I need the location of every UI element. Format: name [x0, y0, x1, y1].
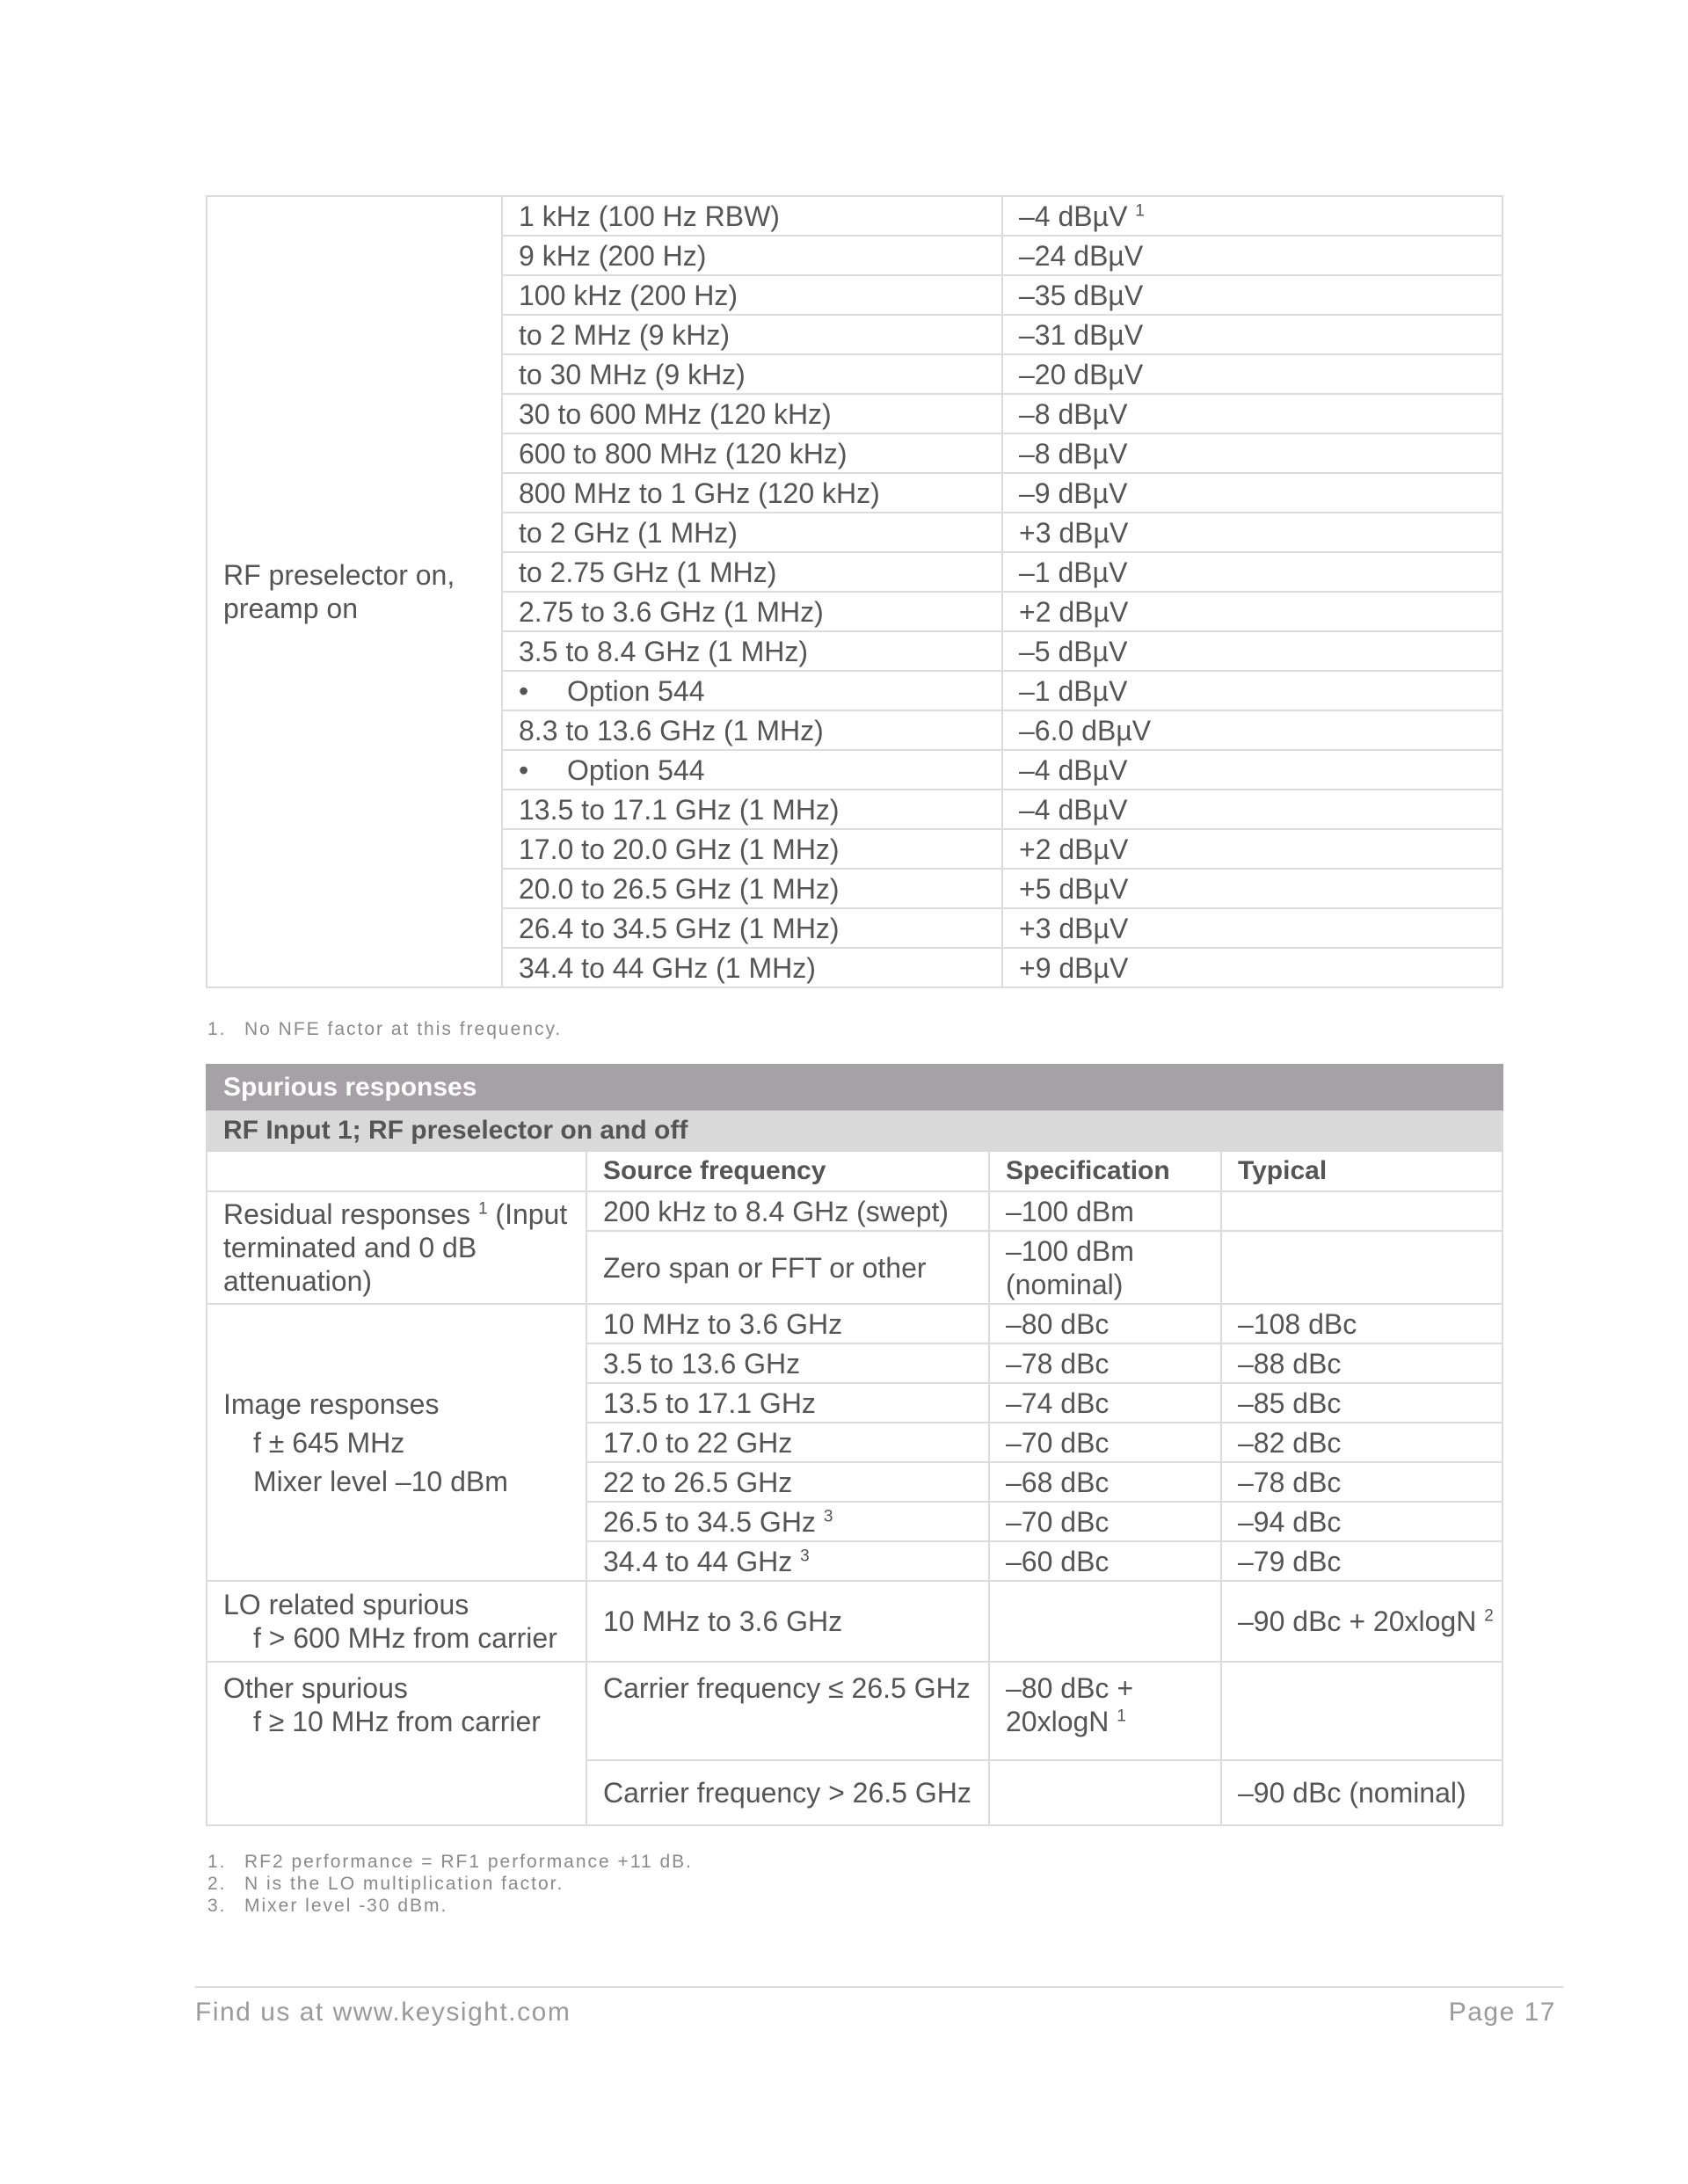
- table-cell: Zero span or FFT or other: [586, 1231, 989, 1304]
- value-cell: –31 dBµV: [1002, 315, 1502, 354]
- footnotes-sensitivity: [207, 1018, 562, 1040]
- table-cell: –90 dBc + 20xlogN $^2$: [1221, 1581, 1502, 1662]
- residual-responses-label: Residual responses $^1$ (Input terminated and 0 dB attenuation): [207, 1191, 586, 1304]
- table-cell: –80 dBc + 20xlogN $^1$: [989, 1662, 1221, 1760]
- table-cell: –85 dBc: [1221, 1383, 1502, 1423]
- table-cell: –79 dBc: [1221, 1541, 1502, 1581]
- frequency-cell: 800 MHz to 1 GHz (120 kHz): [502, 473, 1002, 513]
- frequency-cell: 34.4 to 44 GHz (1 MHz): [502, 948, 1002, 987]
- value-cell: –20 dBµV: [1002, 354, 1502, 394]
- frequency-cell: 100 kHz (200 Hz): [502, 275, 1002, 315]
- frequency-cell: to 2 GHz (1 MHz): [502, 513, 1002, 552]
- table-cell: –60 dBc: [989, 1541, 1221, 1581]
- table-cell: –70 dBc: [989, 1502, 1221, 1541]
- table-cell: –78 dBc: [989, 1343, 1221, 1383]
- frequency-cell: 3.5 to 8.4 GHz (1 MHz): [502, 631, 1002, 671]
- table-cell: –80 dBc: [989, 1304, 1221, 1343]
- table-cell: 10 MHz to 3.6 GHz: [586, 1304, 989, 1343]
- section-title: Spurious responses: [207, 1065, 1502, 1110]
- table-row: [207, 1304, 1502, 1343]
- table-cell: –94 dBc: [1221, 1502, 1502, 1541]
- table-cell: 26.5 to 34.5 GHz $^3$: [586, 1502, 989, 1541]
- frequency-cell: 8.3 to 13.6 GHz (1 MHz): [502, 710, 1002, 750]
- table-cell: 17.0 to 22 GHz: [586, 1423, 989, 1462]
- footnotes-spurious: [207, 1851, 693, 1917]
- table-cell: –68 dBc: [989, 1462, 1221, 1502]
- frequency-cell: 30 to 600 MHz (120 kHz): [502, 394, 1002, 433]
- value-cell: –35 dBµV: [1002, 275, 1502, 315]
- table-cell: 10 MHz to 3.6 GHz: [586, 1581, 989, 1662]
- footnote: 1. No NFE factor at this frequency.: [207, 1019, 563, 1039]
- footnote: 2. N is the LO multiplication factor.: [207, 1874, 564, 1894]
- frequency-cell: 9 kHz (200 Hz): [502, 236, 1002, 275]
- subsection-title: RF Input 1; RF preselector on and off: [207, 1110, 1502, 1151]
- header-typical: Typical: [1221, 1151, 1502, 1191]
- frequency-cell: 2.75 to 3.6 GHz (1 MHz): [502, 592, 1002, 631]
- lo-related-label: LO related spurious f > 600 MHz from carrier: [207, 1581, 586, 1662]
- value-cell: –4 dBµV $^1$: [1002, 196, 1502, 236]
- table-cell: 22 to 26.5 GHz: [586, 1462, 989, 1502]
- table-cell: –100 dBm (nominal): [989, 1231, 1221, 1304]
- table-cell: 13.5 to 17.1 GHz: [586, 1383, 989, 1423]
- table-cell: Carrier frequency ≤ 26.5 GHz: [586, 1662, 989, 1760]
- value-cell: +5 dBµV: [1002, 869, 1502, 908]
- frequency-cell: 600 to 800 MHz (120 kHz): [502, 433, 1002, 473]
- value-cell: –6.0 dBµV: [1002, 710, 1502, 750]
- frequency-cell: to 2 MHz (9 kHz): [502, 315, 1002, 354]
- frequency-cell: 26.4 to 34.5 GHz (1 MHz): [502, 908, 1002, 948]
- footnote: 3. Mixer level -30 dBm.: [207, 1896, 448, 1916]
- table-cell: –82 dBc: [1221, 1423, 1502, 1462]
- frequency-cell: 13.5 to 17.1 GHz (1 MHz): [502, 790, 1002, 829]
- header-empty: [207, 1151, 586, 1191]
- table-cell: [989, 1581, 1221, 1662]
- table-cell: –70 dBc: [989, 1423, 1221, 1462]
- table-cell: 34.4 to 44 GHz $^3$: [586, 1541, 989, 1581]
- value-cell: –8 dBµV: [1002, 394, 1502, 433]
- table-cell: –74 dBc: [989, 1383, 1221, 1423]
- image-responses-label: Image responses f ± 645 MHz Mixer level –10 dBm: [207, 1304, 586, 1581]
- header-specification: Specification: [989, 1151, 1221, 1191]
- header-source-frequency: Source frequency: [586, 1151, 989, 1191]
- frequency-cell: to 30 MHz (9 kHz): [502, 354, 1002, 394]
- value-cell: +3 dBµV: [1002, 908, 1502, 948]
- frequency-cell: 17.0 to 20.0 GHz (1 MHz): [502, 829, 1002, 869]
- sensitivity-table: [206, 195, 1503, 988]
- value-cell: –5 dBµV: [1002, 631, 1502, 671]
- value-cell: –4 dBµV: [1002, 750, 1502, 790]
- other-spurious-label: Other spurious f ≥ 10 MHz from carrier: [207, 1662, 586, 1825]
- value-cell: –1 dBµV: [1002, 552, 1502, 592]
- footer-page-number: Page 17: [1448, 1998, 1556, 2027]
- frequency-cell: 1 kHz (100 Hz RBW): [502, 196, 1002, 236]
- value-cell: –24 dBµV: [1002, 236, 1502, 275]
- footer-website: Find us at www.keysight.com: [195, 1998, 571, 2027]
- table-cell: 200 kHz to 8.4 GHz (swept): [586, 1191, 989, 1231]
- value-cell: –8 dBµV: [1002, 433, 1502, 473]
- footer-divider: [195, 1986, 1563, 1988]
- frequency-cell: • Option 544: [502, 671, 1002, 710]
- table-cell: [989, 1760, 1221, 1825]
- value-cell: –9 dBµV: [1002, 473, 1502, 513]
- table-cell: Carrier frequency > 26.5 GHz: [586, 1760, 989, 1825]
- frequency-cell: to 2.75 GHz (1 MHz): [502, 552, 1002, 592]
- value-cell: +3 dBµV: [1002, 513, 1502, 552]
- footnote: 1. RF2 performance = RF1 performance +11 dB.: [207, 1852, 693, 1872]
- value-cell: +2 dBµV: [1002, 592, 1502, 631]
- table-cell: [1221, 1191, 1502, 1231]
- table-cell: –88 dBc: [1221, 1343, 1502, 1383]
- table-cell: 3.5 to 13.6 GHz: [586, 1343, 989, 1383]
- table-row: [207, 196, 1502, 236]
- value-cell: –4 dBµV: [1002, 790, 1502, 829]
- table-cell: –90 dBc (nominal): [1221, 1760, 1502, 1825]
- spurious-responses-table: [206, 1064, 1503, 1826]
- table-cell: –108 dBc: [1221, 1304, 1502, 1343]
- condition-label: RF preselector on, preamp on: [207, 196, 502, 987]
- value-cell: +9 dBµV: [1002, 948, 1502, 987]
- table-cell: –78 dBc: [1221, 1462, 1502, 1502]
- frequency-cell: • Option 544: [502, 750, 1002, 790]
- value-cell: +2 dBµV: [1002, 829, 1502, 869]
- frequency-cell: 20.0 to 26.5 GHz (1 MHz): [502, 869, 1002, 908]
- table-cell: –100 dBm: [989, 1191, 1221, 1231]
- table-cell: [1221, 1662, 1502, 1760]
- table-cell: [1221, 1231, 1502, 1304]
- value-cell: –1 dBµV: [1002, 671, 1502, 710]
